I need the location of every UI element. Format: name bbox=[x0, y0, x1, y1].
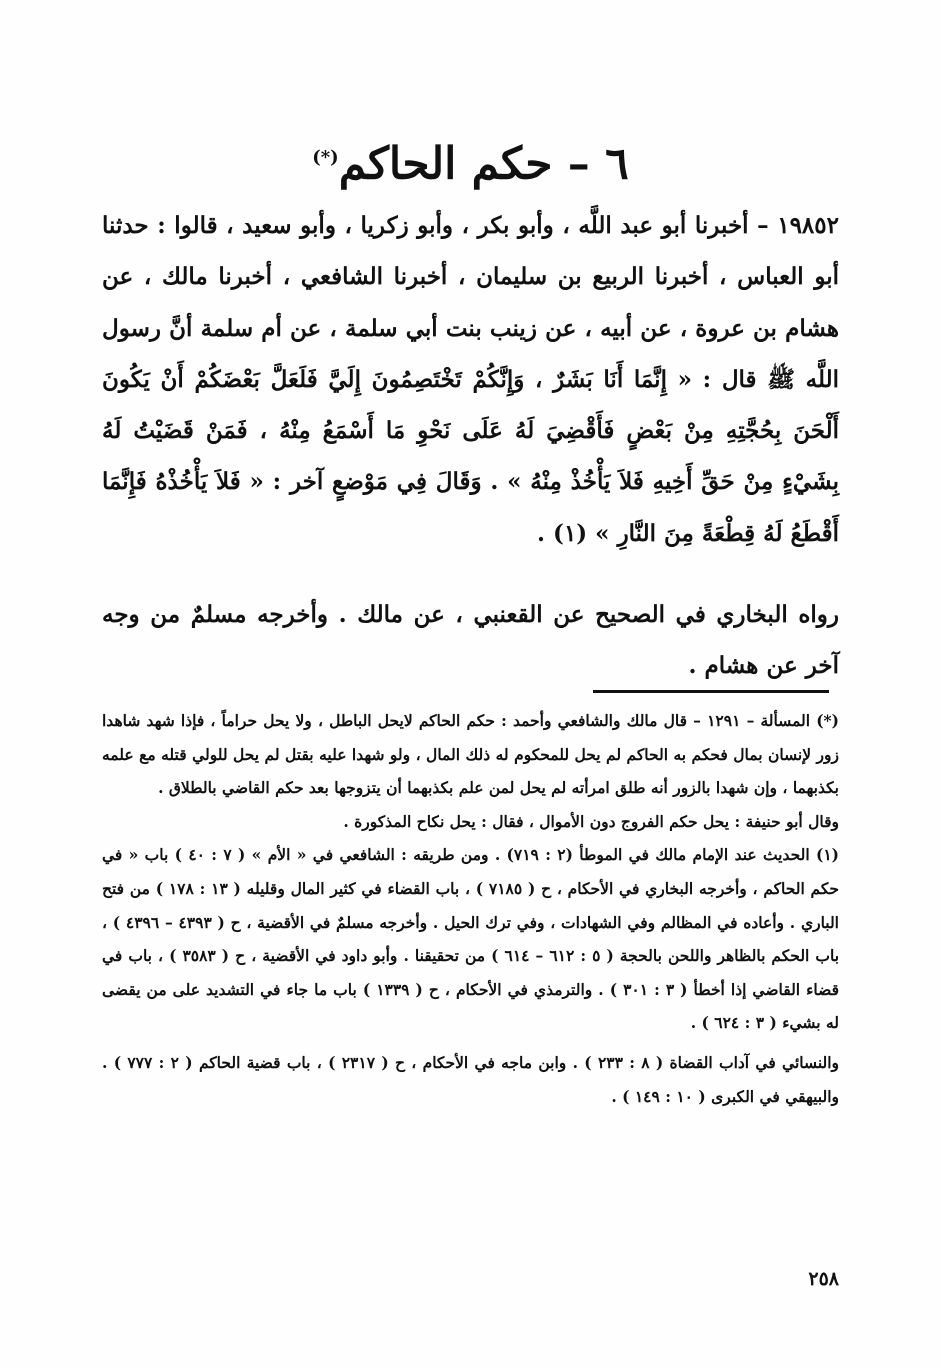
footnotes bbox=[102, 704, 839, 1113]
footnote-item: (*) المسألة – ١٢٩١ – قال مالك والشافعي وأحمد : حكم الحاكم لايحل الباطل ، ولا يحل حراماً ، فإذا شهد شاهدا زور لإنسان بمال فحكم به الحاكم لم يحل للمحكوم له ذلك المال ، ولو شهدا عليه بقتل لم يحل للولي قتله مع علمه بكذبهما ، وإن شهدا بالزور أنه طلق امرأته لم يحل لمن علم بكذبهما أن يتزوجها بعد حكم القاضي بالطلاق . bbox=[102, 711, 839, 798]
footnote-item: (١) الحديث عند الإمام مالك في الموطأ (٢ : ٧١٩) . ومن طريقه : الشافعي في « الأم » ( ٧ : ٤٠ ) باب « في حكم الحاكم ، وأخرجه البخاري في الأحكام ، ح ( ٧١٨٥ ) ، باب القضاء في كثير المال وقليله ( ١٣ : ١٧٨ ) من فتح الباري . وأعاده في المظالم وفي الشهادات ، وفي ترك الحيل . وأخرجه مسلمٌ في الأقضية ، ح ( ٤٣٩٣ – ٤٣٩٦ ) ، باب الحكم بالظاهر واللحن بالحجة ( ٥ : ٦١٢ – ٦١٤ ) من تحقيقنا . وأبو داود في الأقضية ، ح ( ٣٥٨٣ ) ، باب في قضاء القاضي إذا أخطأ ( ٣ : ٣٠١ ) . والترمذي في الأحكام ، ح ( ١٣٣٩ ) باب ما جاء في التشديد على من يقضى له بشيء ( ٣ : ٦٢٤ ) . bbox=[102, 845, 840, 1033]
footnote-item: وقال أبو حنيفة : يحل حكم الفروج دون الأموال ، فقال : يحل نكاح المذكورة . bbox=[343, 811, 839, 831]
hadith-paragraph: ١٩٨٥٢ – أخبرنا أبو عبد اللَّه ، وأبو بكر ، وأبو زكريا ، وأبو سعيد ، قالوا : حدثنا أبو العباس ، أخبرنا الربيع بن سليمان ، أخبرنا الشافعي ، أخبرنا مالك ، عن هشام بن عروة ، عن أبيه ، عن زينب بنت أبي سلمة ، عن أم سلمة أنَّ رسول اللَّه ﷺ قال : « إِنَّمَا أَنَا بَشَرٌ ، وَإِنَّكُمْ تَخْتَصِمُونَ إِلَيَّ فَلَعَلَّ بَعْضَكُمْ أَنْ يَكُونَ أَلْحَنَ بِحُجَّتِهِ مِنْ بَعْضٍ فَأَقْضِيَ لَهُ عَلَى نَحْوِ مَا أَسْمَعُ مِنْهُ ، فَمَنْ قَضَيْتُ لَهُ بِشَيْءٍ مِنْ حَقِّ أَخِيهِ فَلاَ يَأْخُذْ مِنْهُ » . وَقَالَ فِي مَوْضعٍ آخر : « فَلاَ يَأْخُذْهُ فَإِنَّمَا أَقْطَعُ لَهُ قِطْعَةً مِنَ النَّارِ » (١) . bbox=[102, 212, 839, 547]
chapter-footnote-marker: (*) bbox=[312, 147, 339, 168]
chapter-title: حكم الحاكم bbox=[338, 138, 553, 190]
takhrij-paragraph: رواه البخاري في الصحيح عن القعنبي ، عن مالك . وأخرجه مسلمٌ من وجه آخر عن هشام . bbox=[102, 601, 839, 680]
chapter-dash: – bbox=[567, 138, 590, 190]
chapter-heading bbox=[0, 128, 941, 195]
chapter-number: ٦ bbox=[605, 138, 629, 190]
footnote-divider bbox=[593, 690, 829, 693]
page-number: ٢٥٨ bbox=[808, 1268, 839, 1290]
main-text bbox=[102, 200, 839, 692]
footnote-item: والنسائي في آداب القضاة ( ٨ : ٢٣٣ ) . وابن ماجه في الأحكام ، ح ( ٢٣١٧ ) ، باب قضية الحاكم ( ٢ : ٧٧٧ ) . والبيهقي في الكبرى ( ١٠ : ١٤٩ ) . bbox=[102, 1052, 840, 1106]
